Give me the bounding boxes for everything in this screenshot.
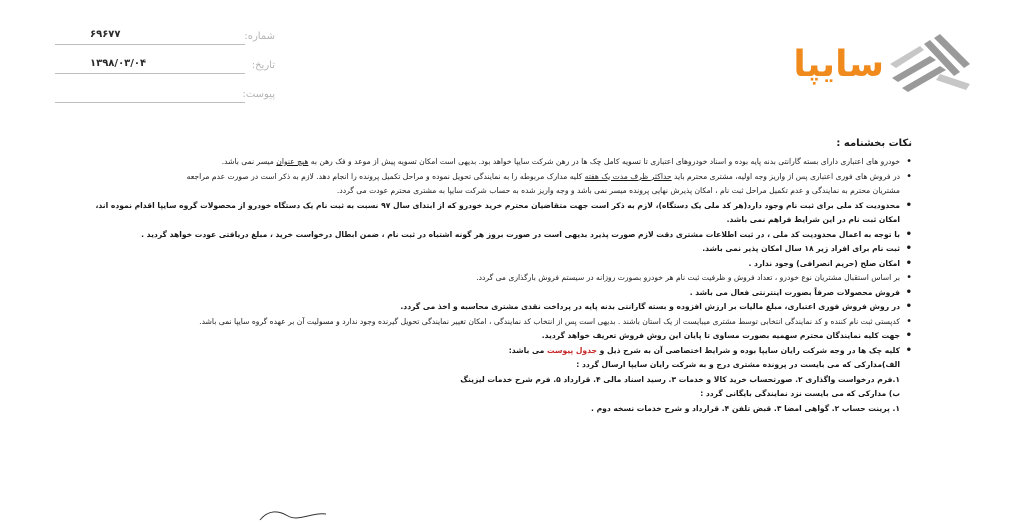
letter-number: ۶۹۶۷۷: [90, 29, 121, 40]
note-line: • کدپستی ثبت نام کننده و کد نمایندگی انتخابی توسط مشتری میبایست از یک استان باشند . بدیهی است پس از انتخاب کد نمایندگی ، امکان تغییر نمایندگی تحویل گیرنده وجود ندارد و مسولیت آن بر عهده گروه سایپا نمی باشد.: [95, 315, 912, 330]
notes-heading: نکات بخشنامه :: [836, 138, 912, 149]
attached-table-link: جدول پیوست: [546, 345, 597, 355]
note-line: • محدودیت کد ملی برای ثبت نام وجود دارد(هر کد ملی یک دستگاه)، لازم به ذکر است جهت متقاضیان محترم خرید خودرو که از ابتدای سال ۹۷ نسبت به ثبت نام یک دستگاه خودرو از محصولات گروه سایپا اقدام نموده اند،: [95, 199, 912, 214]
signature-mark: [258, 508, 328, 522]
note-line: • امکان صلح (حریم انصرافی) وجود ندارد .: [95, 257, 912, 272]
note-line: • در فروش های فوری اعتباری پس از واریز وجه اولیه، مشتری محترم باید حداکثر ظرف مدت یک هفته کلیه مدارک مربوطه را به نمایندگی تحویل نموده و مراحل تکمیل پرونده را انجام دهد. لازم به ذکر است در صورت عدم مراجعه: [95, 170, 912, 185]
note-line: ۱.فرم درخواست واگذاری ۲. صورتحساب خرید کالا و خدمات ۳. رسید اسناد مالی ۴. قرارداد ۵. فرم شرح خدمات لیزینگ: [460, 374, 900, 384]
saipa-logo-icon: [890, 34, 972, 94]
note-line: • جهت کلیه نمایندگان محترم سهمیه بصورت مساوی تا پایان این روش فروش تعریف خواهد گردید.: [95, 329, 912, 344]
number-line: [55, 44, 245, 45]
underlined-phrase: حداکثر ظرف مدت یک هفته: [584, 171, 672, 181]
saipa-logo: [732, 30, 972, 100]
note-line: • با توجه به اعمال محدودیت کد ملی ، در ثبت اطلاعات مشتری دقت لازم صورت پذیرد بدیهی است در صورت بروز هر گونه اشتباه در ثبت نام ، ضمن ابطال درخواست خرید ، مبلغ دریافتی عودت خواهد گردید .: [95, 228, 912, 243]
note-line: • فروش محصولات صرفاً بصورت اینترنتی فعال می باشد .: [95, 286, 912, 301]
note-line-cheques: [95, 344, 912, 359]
note-line: الف)مدارکی که می بایست در پرونده مشتری درج و به شرکت رایان سایپا ارسال گردد :: [576, 360, 900, 369]
attachment-label: پیوست:: [242, 89, 275, 100]
note-line: • ثبت نام برای افراد زیر ۱۸ سال امکان پذیر نمی باشد.: [95, 242, 912, 257]
date-line: [55, 73, 245, 74]
note-line: • خودرو های اعتباری دارای بسته گارانتی بدنه پایه بوده و اسناد خودروهای اعتباری تا تسویه کامل چک ها در رهن شرکت سایپا خواهد بود. بدیهی است امکان تسویه پیش از موعد و فک رهن به هیچ عنوان میسر نمی باشد.: [95, 155, 912, 170]
note-line: ۱. پرینت حساب ۲. گواهی امضا ۳. قبض تلفن ۴. قرارداد و شرح خدمات نسخه دوم .: [591, 403, 900, 413]
date-label: تاریخ:: [251, 60, 275, 71]
attachment-row: [55, 86, 275, 115]
attachment-line: [55, 102, 245, 103]
note-line: • بر اساس استقبال مشتریان نوع خودرو ، تعداد فروش و ظرفیت ثبت نام هر خودرو بصورت روزانه در سیستم فروش بارگذاری می گردد.: [95, 271, 912, 286]
number-row: [55, 28, 275, 57]
notes-list: [95, 155, 912, 416]
date-row: [55, 57, 275, 86]
number-label: شماره:: [244, 31, 275, 42]
note-line: امکان ثبت نام در این شرایط فراهم نمی باشد.: [726, 215, 900, 224]
letter-date: ۱۳۹۸/۰۳/۰۴: [90, 58, 147, 69]
note-line: مشتریان محترم به نمایندگی و عدم تکمیل مراحل ثبت نام ، امکان پذیرش نهایی پرونده میسر نمی باشد و وجه واریز شده به حساب شرکت سایپا به مشتری محترم عودت می گردد.: [336, 186, 900, 195]
notes-section: [95, 138, 912, 416]
note-line: ب) مدارکی که می بایست نزد نمایندگی بایگانی گردد :: [700, 389, 900, 398]
note-line: • در روش فروش فوری اعتباری، مبلغ مالیات بر ارزش افزوده و بسته گارانتی بدنه پایه در پرداخت نقدی مشتری محاسبه و اخذ می گردد.: [95, 300, 912, 315]
logo-text: سایپا: [793, 44, 884, 85]
letter-meta: [55, 28, 275, 115]
cheque-note-text: کلیه چک ها در وجه شرکت رایان سایپا بوده و شرایط اختصاصی آن به شرح ذیل و جدول پیوست می باشد:: [508, 345, 900, 355]
underlined-phrase: هیچ عنوان: [276, 157, 309, 166]
